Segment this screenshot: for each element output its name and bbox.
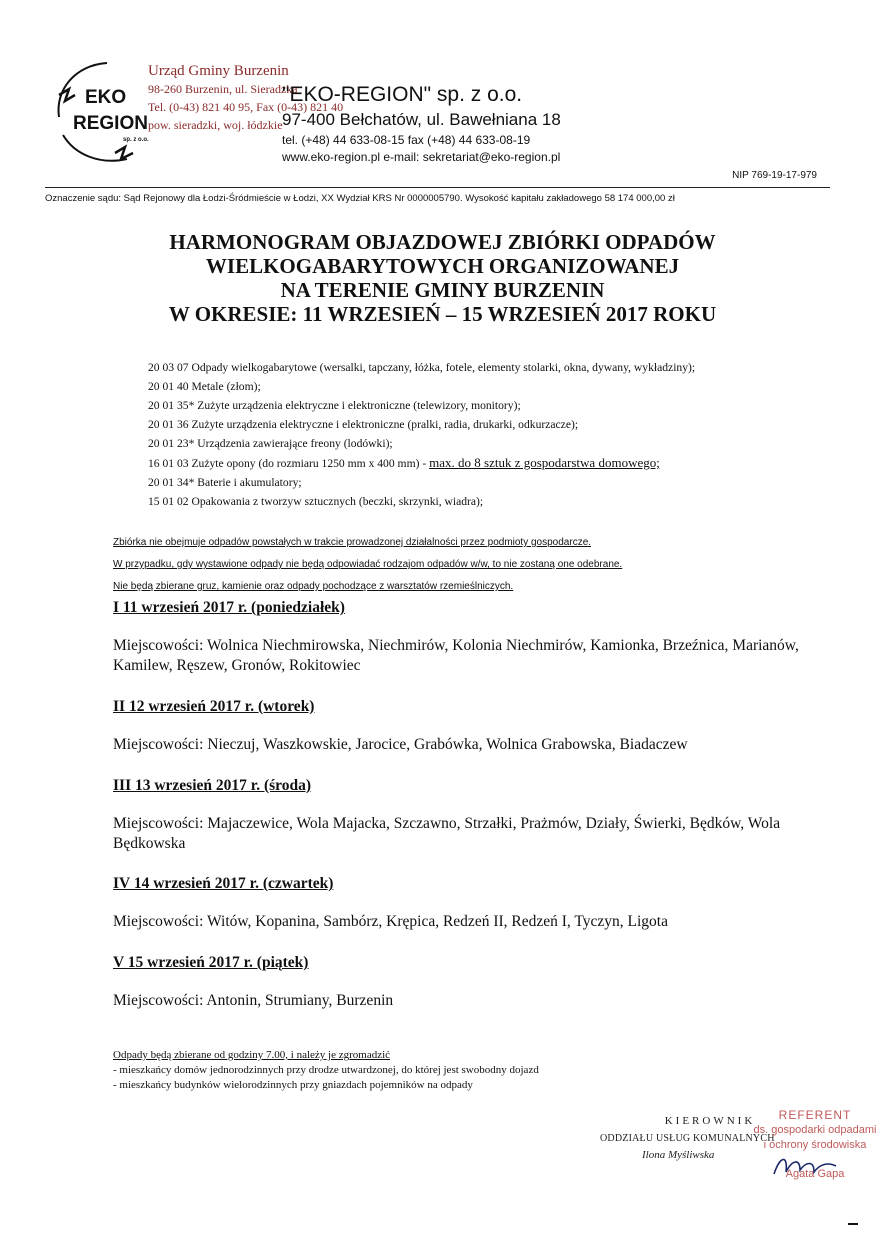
company-info	[282, 82, 622, 166]
collection-instructions	[113, 1048, 733, 1093]
instructions-lead: Odpady będą zbierane od godziny 7.00, i należy je zgromadzić	[113, 1049, 391, 1061]
day-places: Miejscowości: Nieczuj, Waszkowskie, Jarocice, Grabówka, Wolnica Grabowska, Biadaczew	[113, 736, 688, 753]
waste-code-item-tires	[148, 453, 808, 473]
signature-manager-title: KIEROWNIK	[664, 1115, 756, 1127]
note-line: Zbiórka nie obejmuje odpadów powstałych w trakcie prowadzonej działalności przez podmioty gospodarcze.	[113, 537, 592, 548]
day-heading: I 11 wrzesień 2017 r. (poniedziałek)	[113, 599, 345, 616]
waste-code-item: 15 01 02 Opakowania z tworzyw sztucznych (beczki, skrzynki, wiadra);	[148, 495, 484, 508]
signature-manager-dept: ODDZIAŁU USŁUG KOMUNALNYCH	[600, 1133, 775, 1144]
company-phone: tel. (+48) 44 633-08-15 fax (+48) 44 633-08-19	[282, 133, 531, 147]
company-web: www.eko-region.pl e-mail: sekretariat@eko-region.pl	[282, 150, 561, 164]
instruction-item: - mieszkańcy domów jednorodzinnych przy drodze utwardzonej, do której jest swobodny dojazd	[113, 1064, 539, 1076]
collection-notes	[113, 532, 813, 598]
stamp-line-2: 98-260 Burzenin, ul. Sieradzka	[148, 82, 298, 96]
day-heading: IV 14 wrzesień 2017 r. (czwartek)	[113, 875, 334, 892]
waste-code-item: 20 03 07 Odpady wielkogabarytowe (wersalki, tapczany, łóżka, fotele, elementy stolarki, okna, dywany, wykładziny);	[148, 361, 696, 374]
court-registration: Oznaczenie sądu: Sąd Rejonowy dla Łodzi-Śródmieście w Łodzi, XX Wydział KRS Nr 0000005790. Wysokość kapitału zakładowego 58 174 000,00 zł	[45, 193, 675, 204]
signature-referent-line2: i ochrony środowiska	[763, 1139, 867, 1151]
title-line-1: HARMONOGRAM OBJAZDOWEJ ZBIÓRKI ODPADÓW	[169, 230, 716, 254]
instruction-item: - mieszkańcy budynków wielorodzinnych przy gniazdach pojemników na odpady	[113, 1079, 473, 1091]
tires-text: 16 01 03 Zużyte opony (do rozmiaru 1250 mm x 400 mm) -	[148, 457, 427, 470]
handwritten-signature	[770, 1150, 840, 1182]
day-section-3	[113, 776, 813, 854]
waste-code-item: 20 01 34* Baterie i akumulatory;	[148, 476, 302, 489]
day-places: Miejscowości: Majaczewice, Wola Majacka, Szczawno, Strzałki, Prażmów, Działy, Świerki, Będków, Wola Będkowska	[113, 815, 781, 852]
stamp-line-3: Tel. (0-43) 821 40 95, Fax (0-43) 821 40	[148, 100, 344, 114]
waste-code-item: 20 01 36 Zużyte urządzenia elektryczne i elektroniczne (pralki, radia, drukarki, odkurzacze);	[148, 418, 579, 431]
logo-region: REGION	[73, 113, 148, 134]
title-line-3: NA TERENIE GMINY BURZENIN	[280, 278, 605, 302]
tire-limit: max. do 8 sztuk z gospodarstwa domowego;	[429, 455, 660, 470]
note-line: Nie będą zbierane gruz, kamienie oraz odpady pochodzące z warsztatów rzemieślniczych.	[113, 581, 514, 592]
stamp-line-4: pow. sieradzki, woj. łódzkie	[148, 118, 283, 132]
logo-eko: EKO	[85, 87, 127, 108]
day-section-1	[113, 598, 813, 676]
nip-number: NIP 769-19-17-979	[732, 170, 817, 181]
waste-code-item: 20 01 35* Zużyte urządzenia elektryczne i elektroniczne (telewizory, monitory);	[148, 399, 521, 412]
day-heading: V 15 wrzesień 2017 r. (piątek)	[113, 954, 309, 971]
day-section-5	[113, 953, 813, 1011]
waste-codes-list	[148, 358, 808, 511]
day-places: Miejscowości: Witów, Kopanina, Sambórz, Krępica, Redzeń II, Redzeń I, Tyczyn, Ligota	[113, 913, 668, 930]
waste-code-item: 20 01 40 Metale (złom);	[148, 380, 261, 393]
day-section-2	[113, 697, 813, 755]
page-mark	[848, 1223, 858, 1225]
signature-referent-title: REFERENT	[778, 1108, 852, 1122]
day-places: Miejscowości: Wolnica Niechmirowska, Niechmirów, Kolonia Niechmirów, Kamionka, Brzeźnica, Marianów, Kamilew, Ręszew, Gronów, Rokitowiec	[113, 637, 799, 674]
day-section-4	[113, 874, 813, 932]
logo-spzoo: sp. z o.o.	[123, 137, 149, 143]
stamp-line-1: Urząd Gminy Burzenin	[148, 63, 289, 79]
note-line: W przypadku, gdy wystawione odpady nie będą odpowiadać rodzajom odpadów w/w, to nie zostaną one odebrane.	[113, 559, 623, 570]
signature-referent-name: Agata Gapa	[785, 1168, 845, 1180]
title-line-2: WIELKOGABARYTOWYCH ORGANIZOWANEJ	[205, 254, 680, 278]
day-places: Miejscowości: Antonin, Strumiany, Burzenin	[113, 992, 394, 1009]
company-address: 97-400 Bełchatów, ul. Bawełniana 18	[282, 110, 561, 129]
day-heading: III 13 wrzesień 2017 r. (środa)	[113, 777, 312, 794]
company-name: "EKO-REGION" sp. z o.o.	[282, 83, 523, 106]
day-heading: II 12 wrzesień 2017 r. (wtorek)	[113, 698, 315, 715]
document-title	[90, 230, 795, 326]
header-divider	[45, 187, 830, 188]
title-line-4: W OKRESIE: 11 WRZESIEŃ – 15 WRZESIEŃ 2017 ROKU	[168, 302, 717, 326]
waste-code-item: 20 01 23* Urządzenia zawierające freony (lodówki);	[148, 437, 393, 450]
signature-manager-name: Ilona Myśliwska	[642, 1149, 715, 1161]
signature-referent-line1: ds. gospodarki odpadami	[753, 1124, 877, 1136]
